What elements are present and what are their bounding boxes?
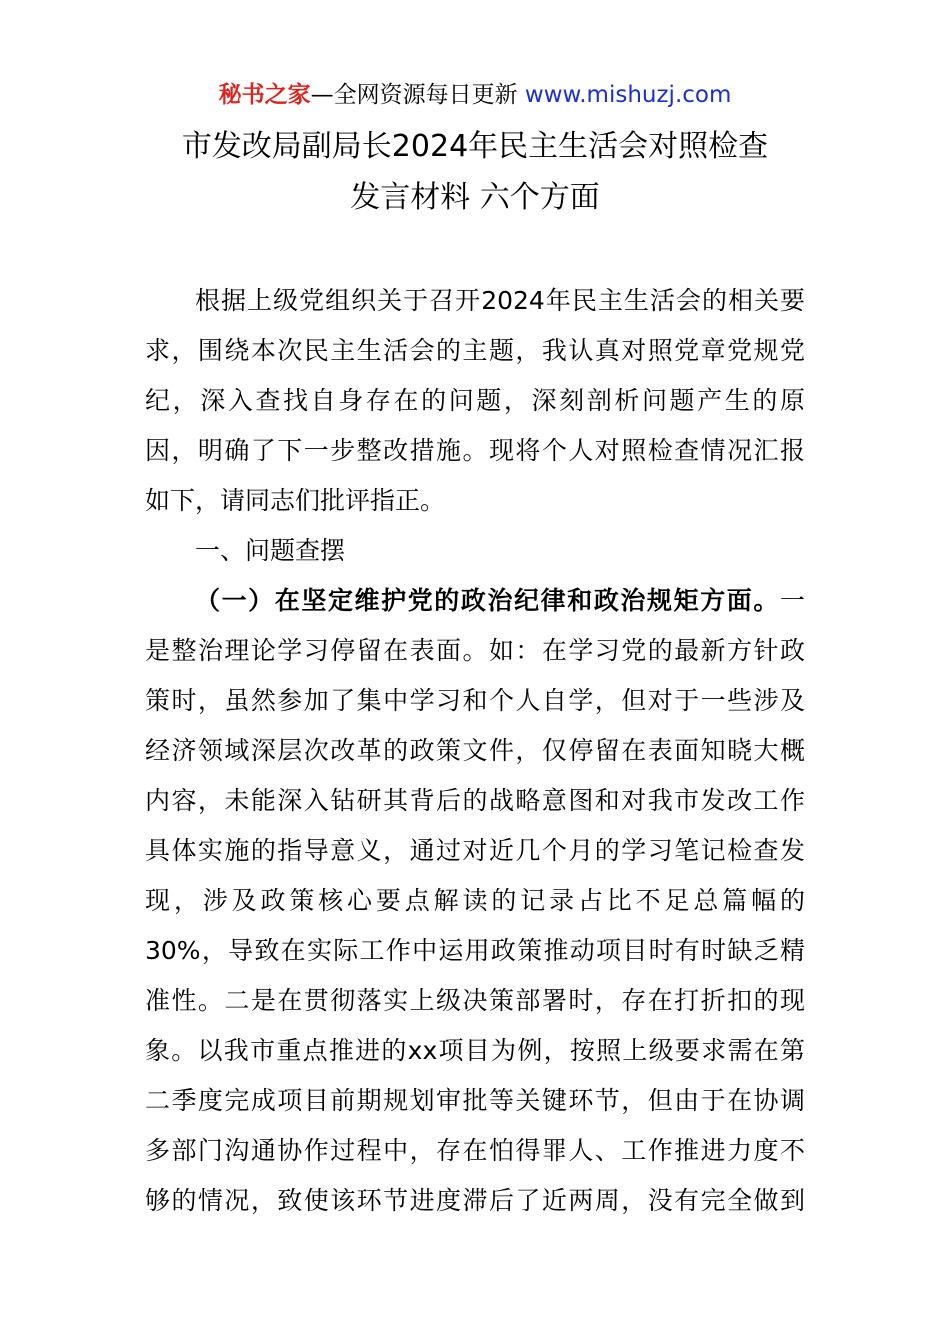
document-title-line-1: 市发改局副局长2024年民主生活会对照检查 [181,129,769,164]
brand-name: 秘书之家 [218,82,311,108]
paragraph-line: 内容，未能深入钻研其背后的战略意图和对我市发改工作 [145,786,805,815]
paragraph-line: 二季度完成项目前期规划审批等关键环节，但由于在协调 [145,1086,805,1115]
paragraph-line: 具体实施的指导意义，通过对近几个月的学习笔记检查发 [145,836,805,865]
header-tagline: —全网资源每日更新 [310,82,518,108]
paragraph-line: 象。以我市重点推进的xx项目为例，按照上级要求需在第 [145,1036,805,1065]
paragraph-line: 现，涉及政策核心要点解读的记录占比不足总篇幅的 [145,886,805,915]
paragraph-line: 纪，深入查找自身存在的问题，深刻剖析问题产生的原 [145,386,805,415]
document-title-line-2: 发言材料 六个方面 [350,180,600,215]
paragraph-line: 是整治理论学习停留在表面。如：在学习党的最新方针政 [145,636,805,665]
section-heading: 一、问题查摆 [195,536,346,565]
paragraph-line: 准性。二是在贯彻落实上级决策部署时，存在打折扣的现 [145,986,805,1015]
paragraph-line: 如下，请同志们批评指正。 [145,486,446,515]
paragraph-line: 求，围绕本次民主生活会的主题，我认真对照党章党规党 [145,336,805,365]
subsection-first-line [145,576,805,626]
site-url-link[interactable]: www.mishuzj.com [524,82,732,108]
subsection-first-line-rest: 一 [779,586,805,615]
paragraph-line: 多部门沟通协作过程中，存在怕得罪人、工作推进力度不 [145,1136,805,1165]
document-body [145,276,805,1226]
paragraph-line: 根据上级党组织关于召开2024年民主生活会的相关要 [195,286,805,315]
subsection-heading: （一）在坚定维护党的政治纪律和政治规矩方面。 [195,586,780,615]
paragraph-line: 策时，虽然参加了集中学习和个人自学，但对于一些涉及 [145,686,805,715]
paragraph-line: 因，明确了下一步整改措施。现将个人对照检查情况汇报 [145,436,805,465]
paragraph-line: 够的情况，致使该环节进度滞后了近两周，没有完全做到 [145,1186,805,1215]
site-header [0,78,950,112]
paragraph-line: 经济领域深层次改革的政策文件，仅停留在表面知晓大概 [145,736,805,765]
paragraph-line: 30%，导致在实际工作中运用政策推动项目时有时缺乏精 [145,936,805,965]
